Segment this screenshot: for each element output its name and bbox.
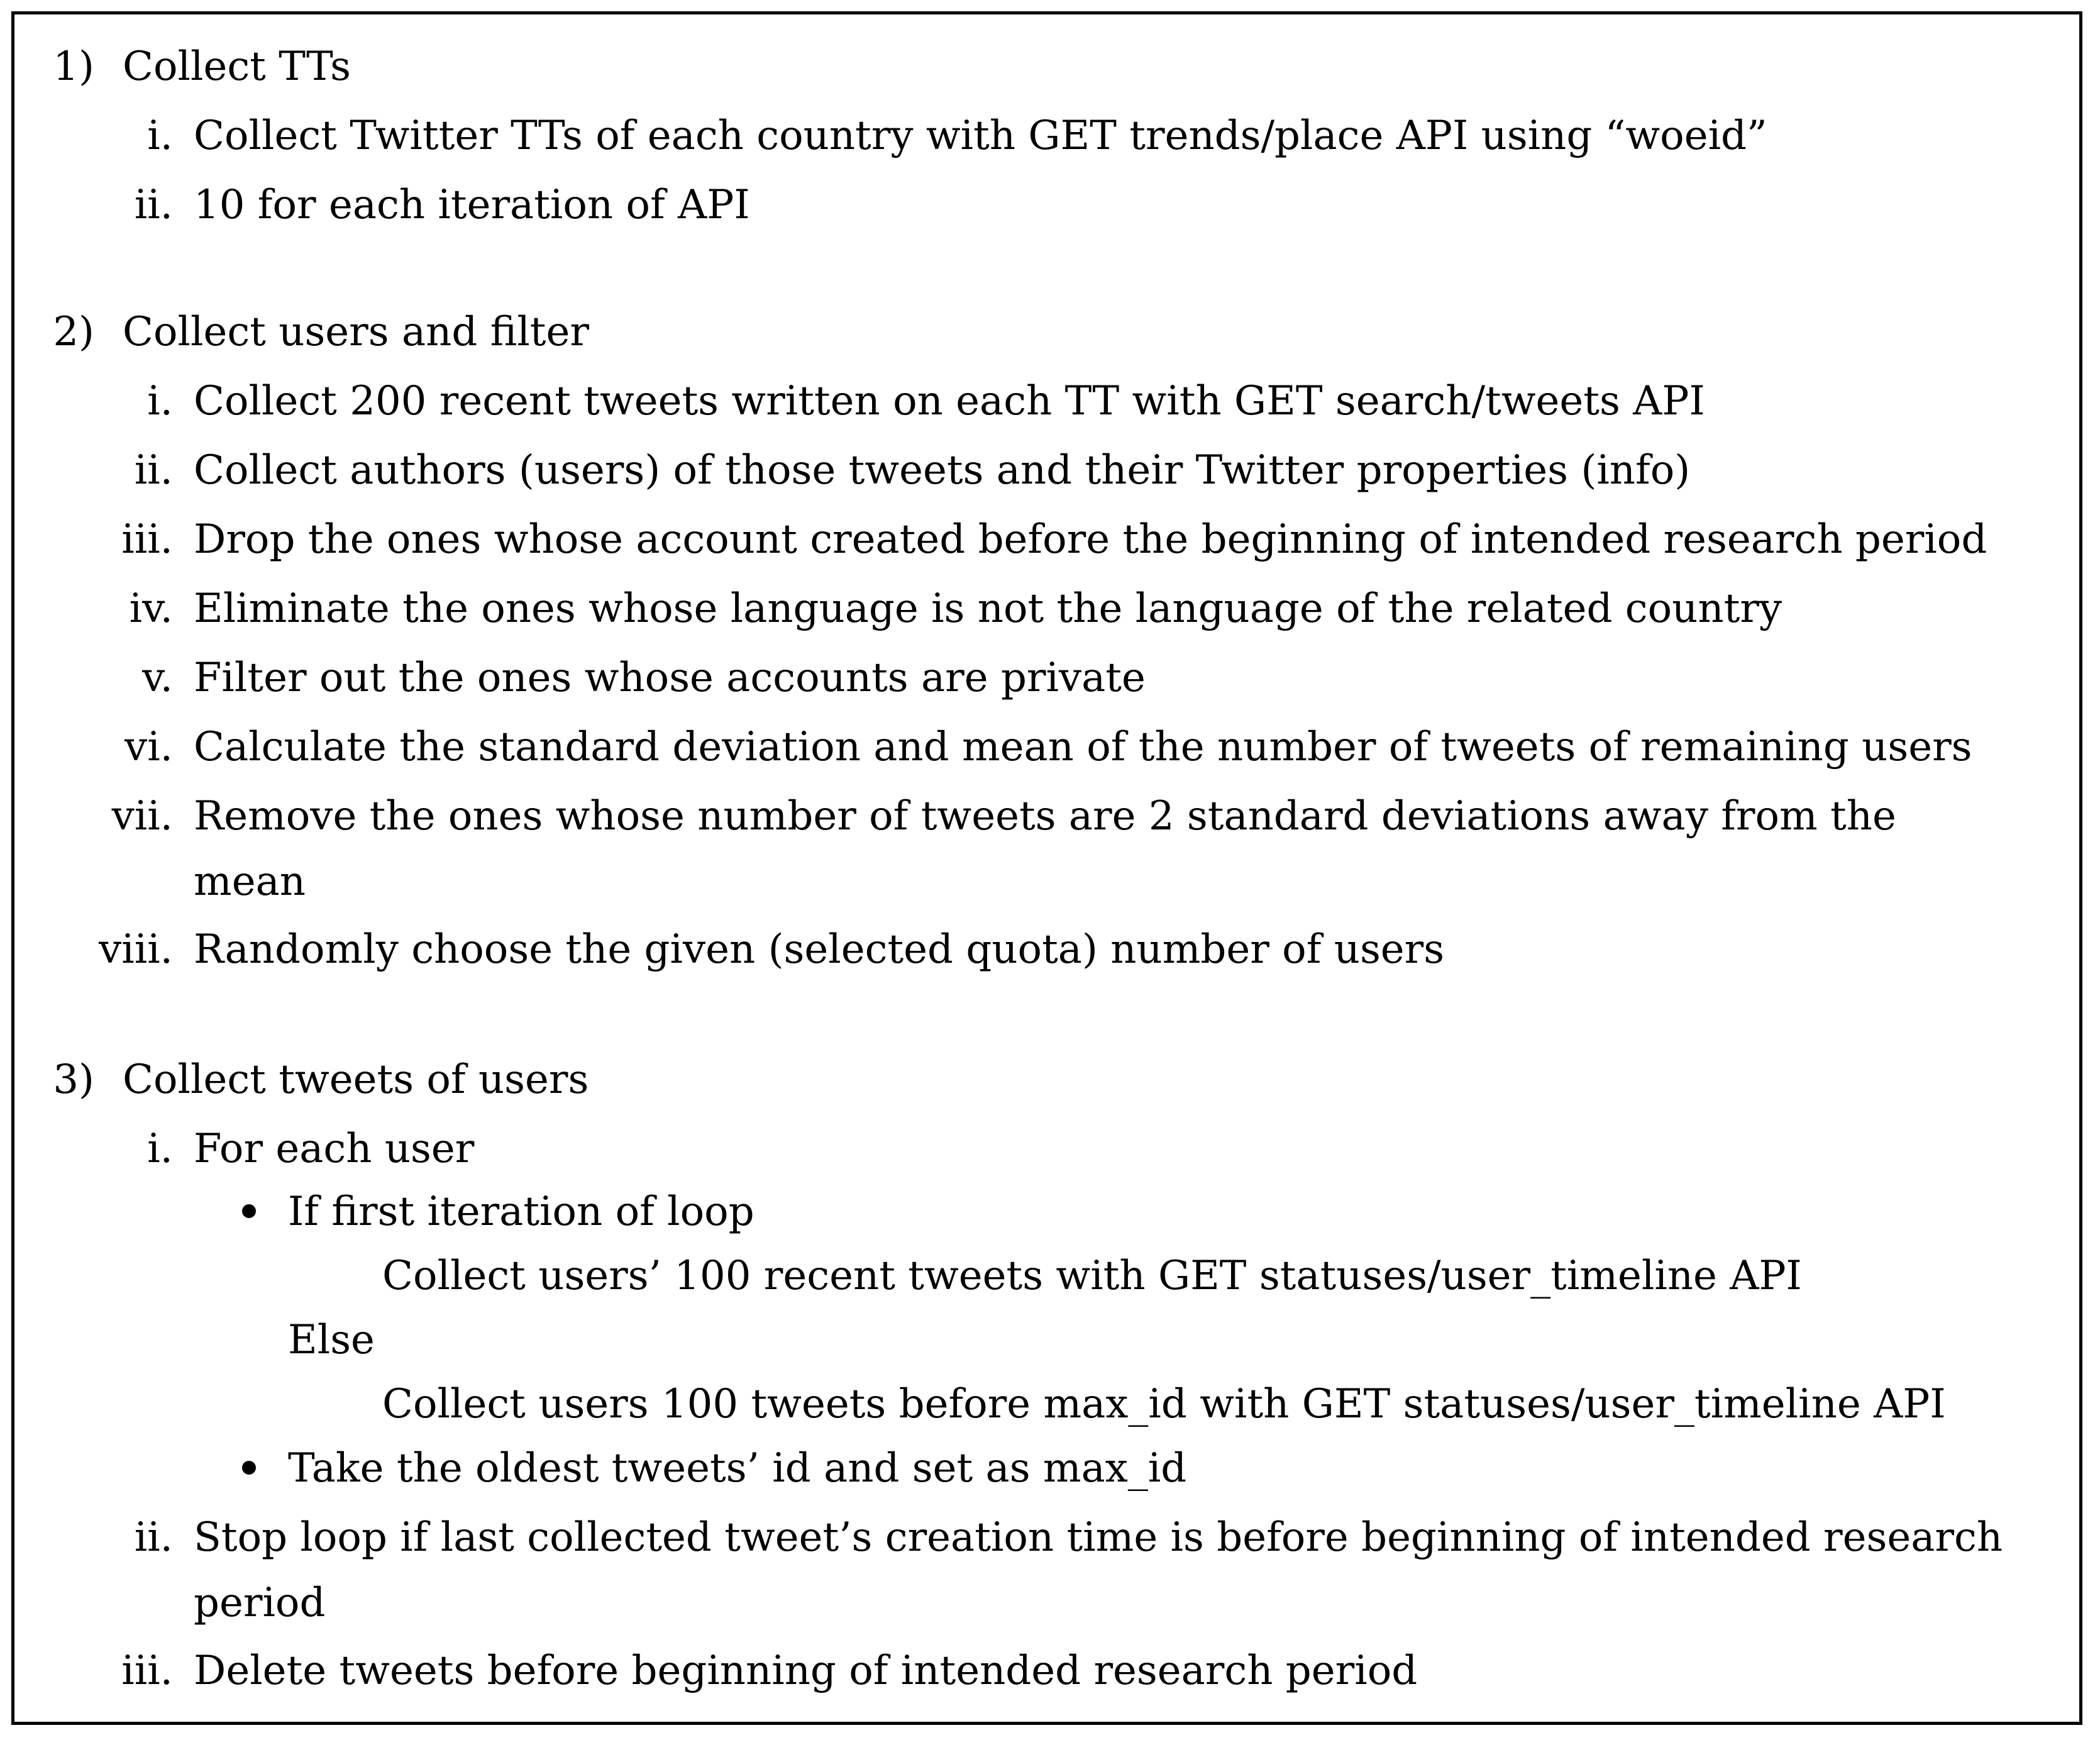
section-2-item-6-text: Calculate the standard deviation and mean of the number of tweets of remaining users	[194, 724, 1972, 770]
section-2-item-5-numeral: v.	[142, 655, 173, 701]
loop-if-body: Collect users’ 100 recent tweets with GET statuses/user_timeline API	[382, 1253, 1802, 1299]
section-2-item-8-text: Randomly choose the given (selected quota) number of users	[194, 926, 1445, 973]
section-2-item-3-text: Drop the ones whose account created before the beginning of intended research period	[194, 516, 1987, 563]
section-2-item-7-continuation: mean	[194, 858, 306, 905]
section-2-item-6-numeral: vi.	[124, 724, 173, 770]
section-1-item-2-numeral: ii.	[134, 182, 173, 228]
section-2-item-7-numeral: vii.	[111, 793, 173, 840]
section-2-item-2-text: Collect authors (users) of those tweets and their Twitter properties (info)	[194, 447, 1691, 494]
section-2-item-4-text: Eliminate the ones whose language is not the language of the related country	[194, 585, 1782, 632]
section-1-title: Collect TTs	[123, 43, 351, 90]
section-3-item-3-numeral: iii.	[121, 1648, 173, 1694]
bullet-icon	[242, 1461, 256, 1475]
section-3-item-2-text: Stop loop if last collected tweet’s creation time is before beginning of intended research	[194, 1514, 2003, 1561]
section-2-item-5-text: Filter out the ones whose accounts are private	[194, 655, 1146, 701]
section-2-item-4-numeral: iv.	[129, 585, 173, 632]
section-2-item-1-numeral: i.	[147, 378, 173, 424]
loop-else-line: Else	[288, 1317, 375, 1363]
section-1-item-2-text: 10 for each iteration of API	[194, 182, 750, 228]
section-2-item-1-text: Collect 200 recent tweets written on each TT with GET search/tweets API	[194, 378, 1705, 424]
section-2-number: 2)	[53, 309, 94, 355]
section-2-item-3-numeral: iii.	[121, 516, 173, 563]
section-2-title: Collect users and filter	[123, 309, 589, 355]
section-3-item-2-continuation: period	[194, 1580, 326, 1626]
section-3-item-2-numeral: ii.	[134, 1514, 173, 1561]
section-3-item-1-text: For each user	[194, 1126, 475, 1172]
loop-if-line: If first iteration of loop	[288, 1189, 754, 1235]
section-1-item-1-numeral: i.	[147, 113, 173, 159]
bullet-icon	[242, 1204, 256, 1218]
section-2-item-7-text: Remove the ones whose number of tweets are 2 standard deviations away from the	[194, 793, 1896, 840]
section-3-number: 3)	[53, 1056, 94, 1103]
section-1-item-1-text: Collect Twitter TTs of each country with GET trends/place API using “woeid”	[194, 113, 1767, 159]
section-1-number: 1)	[53, 43, 94, 90]
section-3-item-3-text: Delete tweets before beginning of intended research period	[194, 1648, 1418, 1694]
loop-take-line: Take the oldest tweets’ id and set as max_id	[288, 1445, 1187, 1492]
section-2-item-8-numeral: viii.	[99, 926, 173, 973]
loop-else-body: Collect users 100 tweets before max_id with GET statuses/user_timeline API	[382, 1381, 1946, 1427]
section-3-title: Collect tweets of users	[123, 1056, 589, 1103]
section-3-item-1-numeral: i.	[147, 1126, 173, 1172]
section-2-item-2-numeral: ii.	[134, 447, 173, 494]
